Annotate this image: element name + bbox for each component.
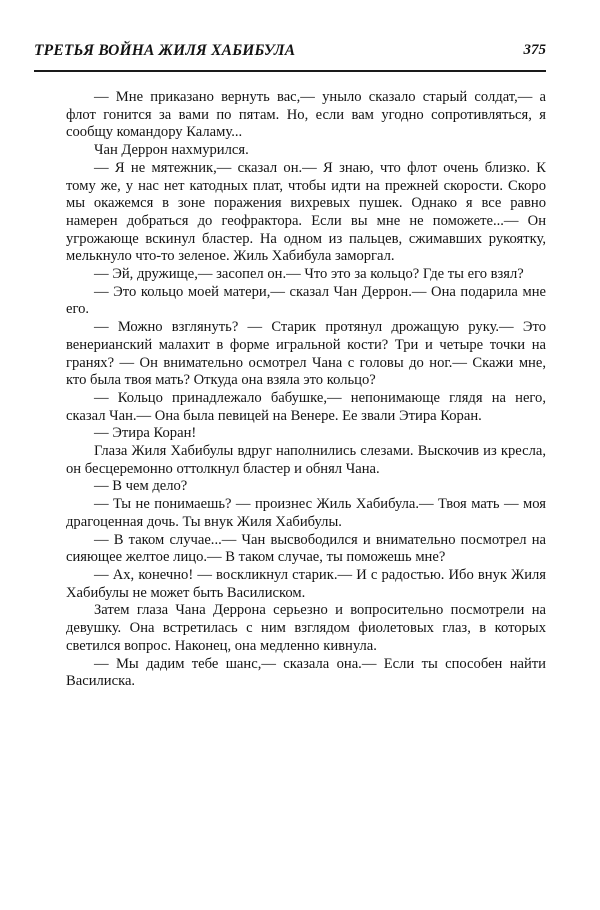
paragraph: — Можно взглянуть? — Старик протянул дрожащую руку.— Это венерианский малахит в форме игральной кости? Три и четыре точки на гранях? — Он внимательно осмотрел Чана с головы до ног.— Скажи мне, кто была твоя мать? Откуда она взяла это кольцо? [66,319,546,389]
paragraph: — В таком случае...— Чан высвободился и внимательно посмотрел на сияющее желтое лицо.— В таком случае, ты поможешь мне? [66,531,546,566]
paragraph: Чан Деррон нахмурился. [94,142,249,159]
paragraph: — Мне приказано вернуть вас,— уныло сказало старый солдат,— а флот гонится за вами по пятам. Но, если вам угодно сопротивляться, я сообщу командору Каламу... [66,89,546,141]
paragraph: — Я не мятежник,— сказал он.— Я знаю, что флот очень близко. К тому же, у нас нет катодных плат, чтобы идти на прежней скорости. Скоро мы окажемся в зоне поражения вихревых пушек. Однако я все равно намерен добраться до геофрактора. Если вы мне не поможете...— Он угрожающе вскинул бластер. На одном из пальцев, сжимавших рукоятку, мелькнуло что-то зеленое. Жиль Хабибула заморгал. [66,159,546,265]
paragraph: — Ах, конечно! — воскликнул старик.— И с радостью. Ибо внук Жиля Хабибулы не может быть Василиском. [66,566,546,601]
body-text [66,89,546,691]
paragraph: — Этира Коран! [94,425,197,442]
paragraph: — В чем дело? [94,478,188,495]
paragraph: — Эй, дружище,— засопел он.— Что это за кольцо? Где ты его взял? [94,266,524,283]
paragraph: Глаза Жиля Хабибулы вдруг наполнились слезами. Выскочив из кресла, он бесцеремонно оттолкнул бластер и обнял Чана. [66,443,546,477]
running-header [34,38,546,72]
paragraph: — Это кольцо моей матери,— сказал Чан Деррон.— Она подарила мне его. [66,283,546,318]
page-number: 375 [523,42,546,58]
paragraph: Затем глаза Чана Деррона серьезно и вопросительно посмотрели на девушку. Она встретилась с ним взглядом фиолетовых глаз, в которых светился вопрос. Наконец, она медленно кивнула. [66,602,546,654]
header-title: ТРЕТЬЯ ВОЙНА ЖИЛЯ ХАБИБУЛА [34,42,296,59]
paragraph: — Кольцо принадлежало бабушке,— непонимающе глядя на него, сказал Чан.— Она была певицей на Венере. Ее звали Этира Коран. [66,389,546,424]
paragraph: — Ты не понимаешь? — произнес Жиль Хабибула.— Твоя мать — моя драгоценная дочь. Ты внук Жиля Хабибулы. [66,496,546,530]
paragraph: — Мы дадим тебе шанс,— сказала она.— Если ты способен найти Василиска. [66,655,546,690]
